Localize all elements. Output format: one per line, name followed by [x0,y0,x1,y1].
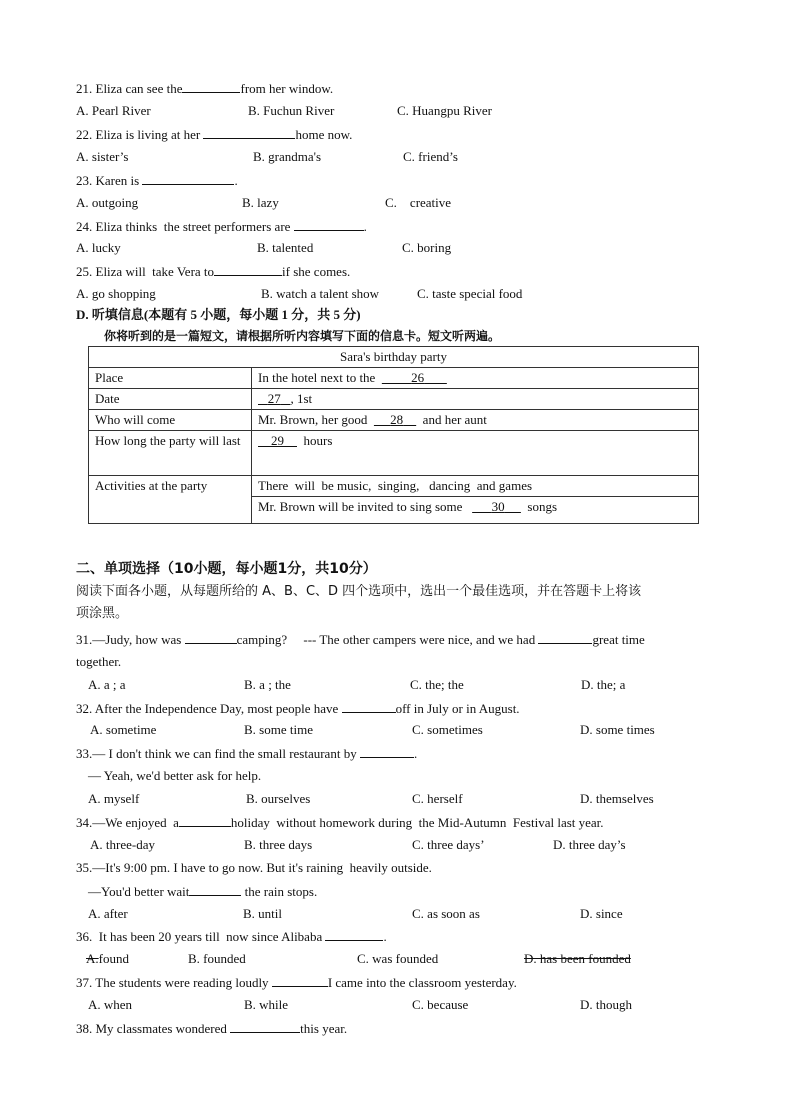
question-31: 31.—Judy, how was camping? --- The other campers were nice, and we had great time [76,632,645,647]
option-c[interactable]: C. because [412,997,469,1012]
part-d-heading: D. 听填信息(本题有 5 小题，每小题 1 分，共 5 分) [76,307,361,322]
option-c[interactable]: C. was founded [357,951,439,966]
row-value-who: Mr. Brown, her good 28 and her aunt [252,410,699,431]
option-c[interactable]: C. herself [412,791,463,806]
answer-blank-30[interactable]: 30 [491,499,505,514]
option-c[interactable]: C. as soon as [412,906,480,921]
option-b[interactable]: B. while [244,997,289,1012]
option-c[interactable]: C. boring [402,240,452,255]
question-24: 24. Eliza thinks the street performers are . [76,219,367,234]
part-d-instruction: 你将听到的是一篇短文，请根据所听内容填写下面的信息卡。短文听两遍。 [104,329,501,343]
answer-blank[interactable] [214,263,282,276]
option-a[interactable]: A. Pearl River [76,103,151,118]
question-33: 33.— I don't think we can find the small restaurant by . [76,746,418,761]
option-d[interactable]: D. though [580,997,632,1012]
answer-blank[interactable] [294,218,364,231]
answer-blank[interactable] [272,974,328,987]
answer-blank[interactable] [538,631,592,644]
option-d[interactable]: D. the; a [581,677,626,692]
question-38: 38. My classmates wondered this year. [76,1021,348,1036]
answer-blank[interactable] [189,883,241,896]
option-b[interactable]: B. founded [188,951,246,966]
answer-blank[interactable] [182,80,240,93]
option-b[interactable]: B. watch a talent show [261,286,380,301]
question-25: 25. Eliza will take Vera to if she comes. [76,264,351,279]
option-a[interactable]: A. myself [88,791,140,806]
answer-blank[interactable] [203,126,295,139]
option-a[interactable]: A. when [88,997,133,1012]
option-b[interactable]: B. lazy [242,195,279,210]
answer-blank-29[interactable]: 29 [271,433,284,448]
question-36: 36. It has been 20 years till now since Alibaba . [76,929,387,944]
info-card-table [88,346,699,524]
answer-blank[interactable] [142,172,234,185]
option-a[interactable] [86,951,129,967]
option-c[interactable]: C. sometimes [412,722,483,737]
question-35-line2: —You'd better wait the rain stops. [88,884,318,899]
option-b[interactable]: B. until [243,906,283,921]
answer-blank[interactable] [342,700,396,713]
question-35: 35.—It's 9:00 pm. I have to go now. But it's raining heavily outside. [76,860,432,875]
option-a[interactable]: A. lucky [76,240,121,255]
question-34: 34.—We enjoyed a holiday without homework during the Mid-Autumn Festival last year. [76,815,604,830]
option-c[interactable]: C. taste special food [417,286,523,301]
option-c[interactable]: C. friend’s [403,149,458,164]
option-c[interactable]: C. the; the [410,677,464,692]
answer-blank-26[interactable]: 26 [411,370,425,385]
option-a-text: found [98,951,129,966]
option-b[interactable]: B. Fuchun River [248,103,335,118]
question-37: 37. The students were reading loudly I came into the classroom yesterday. [76,975,517,990]
row-value-activities-1: There will be music, singing, dancing and games [252,476,699,497]
answer-blank[interactable] [230,1020,300,1033]
option-d[interactable]: D. some times [580,722,655,737]
option-b[interactable]: B. grandma's [253,149,322,164]
row-value-place: In the hotel next to the 26 [252,368,699,389]
answer-blank-28[interactable]: 28 [390,412,404,427]
question-31-line2: together. [76,654,122,669]
option-a[interactable]: A. outgoing [76,195,139,210]
option-c[interactable]: C. Huangpu River [397,103,492,118]
option-c[interactable]: C. creative [385,195,452,210]
option-d[interactable]: D. has been founded [524,951,631,966]
row-label-date: Date [89,389,252,410]
table-title: Sara's birthday party [89,347,699,368]
option-a[interactable]: A. three-day [90,837,155,852]
section-2-heading: 二、单项选择（10小题，每小题1分，共10分） [76,561,377,577]
option-a[interactable]: A. after [88,906,128,921]
question-21: 21. Eliza can see the from her window. [76,81,334,96]
option-d[interactable]: D. since [580,906,623,921]
option-d[interactable]: D. themselves [580,791,654,806]
row-label-activities: Activities at the party [89,476,252,524]
question-33-line2: — Yeah, we'd better ask for help. [88,768,262,783]
option-b[interactable]: B. a ; the [244,677,291,692]
section-2-instruction-line1: 阅读下面各小题，从每题所给的 A、B、C、D 四个选项中，选出一个最佳选项，并在答题卡上将该 [76,584,642,599]
option-b[interactable]: B. talented [257,240,314,255]
option-d[interactable]: D. three day’s [553,837,626,852]
question-32: 32. After the Independence Day, most people have off in July or in August. [76,701,520,716]
option-a[interactable]: A. go shopping [76,286,156,301]
option-a[interactable]: A. sometime [90,722,157,737]
option-b[interactable]: B. some time [244,722,313,737]
answer-blank-27[interactable]: 27 [267,391,281,406]
row-value-date: 27 , 1st [252,389,699,410]
answer-blank[interactable] [185,631,237,644]
row-label-how-long: How long the party will last [89,431,252,476]
answer-blank[interactable] [360,745,414,758]
row-value-how-long: 29 hours [252,431,699,476]
option-a[interactable]: A. sister’s [76,149,129,164]
option-c[interactable]: C. three days’ [412,837,485,852]
option-a-letter: A. [86,951,99,966]
row-value-activities-2: Mr. Brown will be invited to sing some 30 songs [252,497,699,524]
row-label-place: Place [89,368,252,389]
section-2-instruction-line2: 项涂黑。 [76,606,129,621]
option-a[interactable]: A. a ; a [88,677,126,692]
answer-blank[interactable] [325,928,383,941]
question-22: 22. Eliza is living at her home now. [76,127,353,142]
row-label-who: Who will come [89,410,252,431]
answer-blank[interactable] [179,814,231,827]
question-23: 23. Karen is . [76,173,238,188]
option-b[interactable]: B. three days [244,837,313,852]
option-b[interactable]: B. ourselves [246,791,311,806]
